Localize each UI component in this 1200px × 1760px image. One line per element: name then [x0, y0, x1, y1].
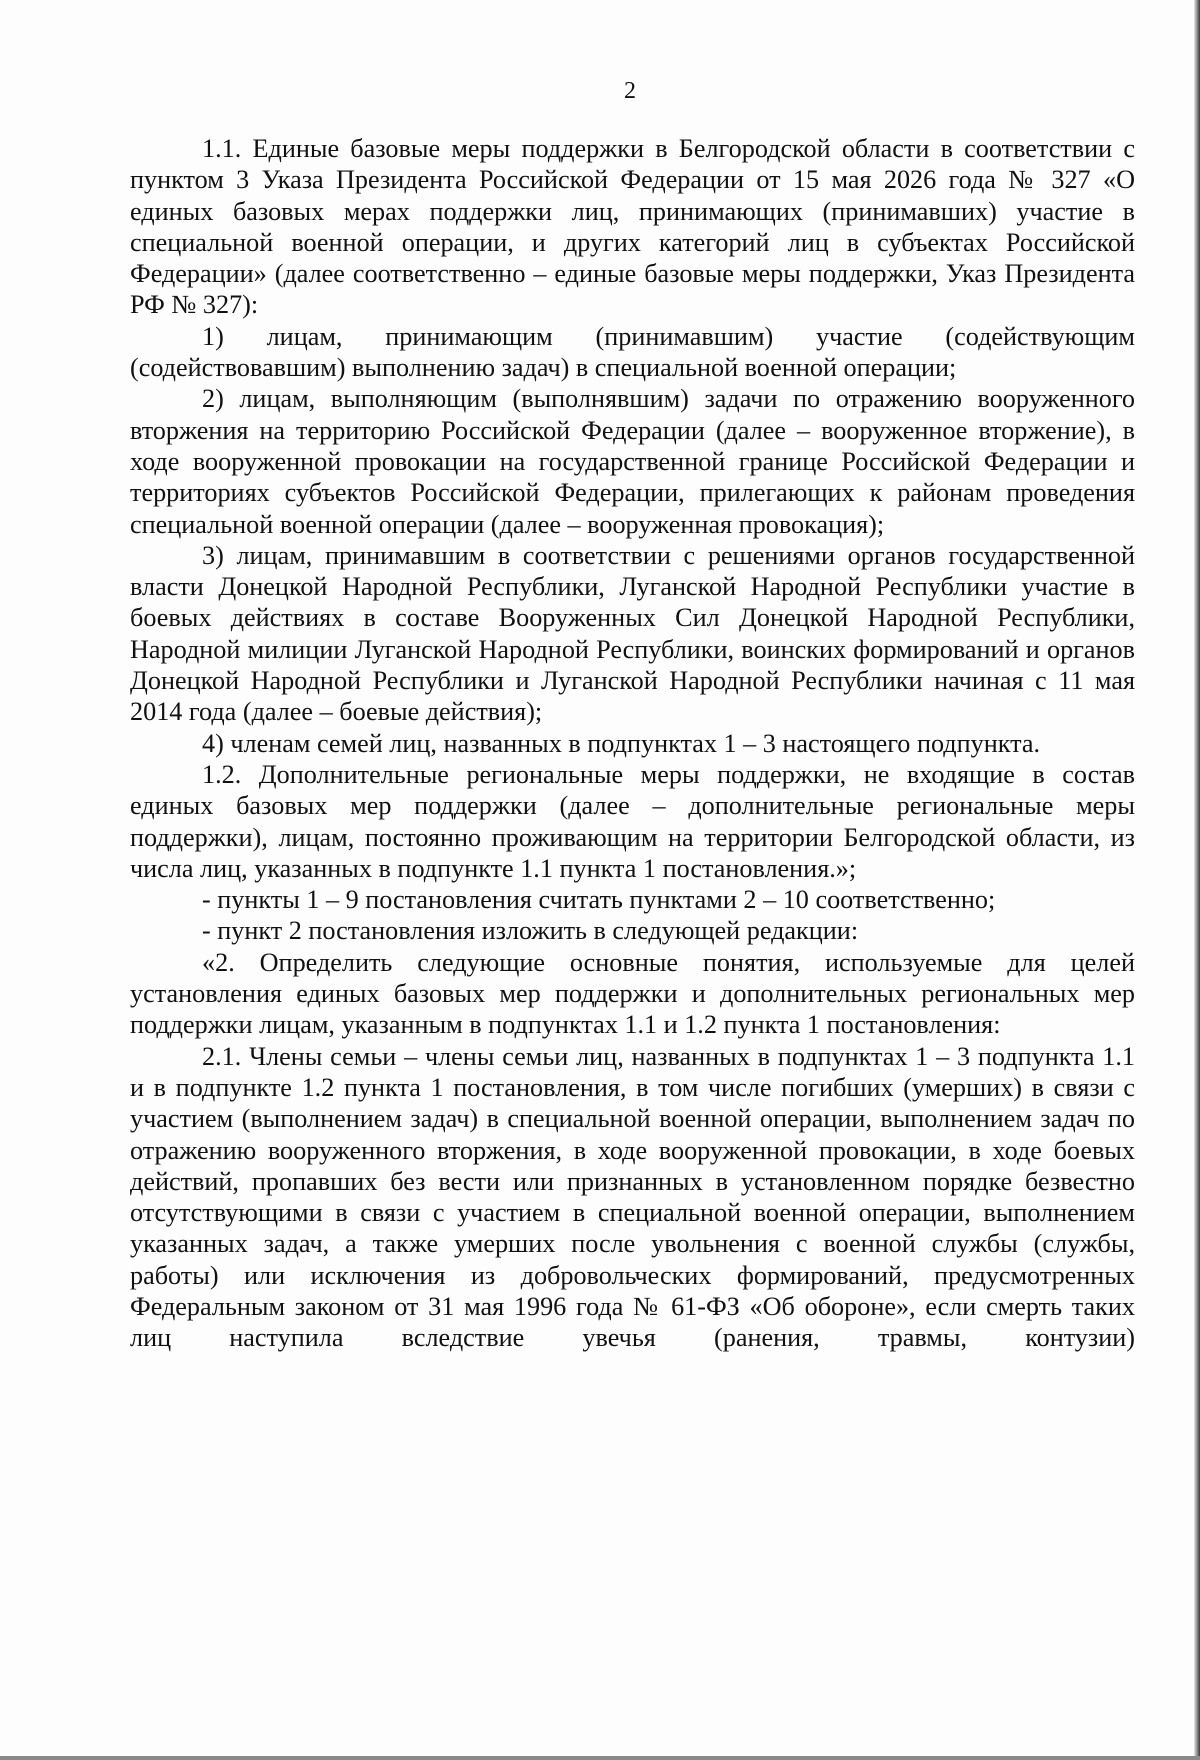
page-number: 2	[624, 78, 636, 104]
document-body	[130, 133, 1135, 1354]
scan-edge-shadow	[1194, 0, 1200, 1760]
paragraph-amend: - пункт 2 постановления изложить в следующей редакции:	[202, 916, 859, 946]
scan-bottom-edge	[0, 1756, 1200, 1760]
paragraph-1-1: 1.1. Единые базовые меры поддержки в Белгородской области в соответствии с пунктом 3 Указа Президента Российской Федерации от 15 мая 2026 года № 327 «О единых базовых мерах поддержки лиц, принимающих (принимавших) участие в специальной военной операции, и других категорий лиц в субъектах Российской Федерации» (далее соответственно – единые базовые меры поддержки, Указ Президента РФ № 327):	[130, 134, 1135, 320]
paragraph-item-2: 2) лицам, выполняющим (выполнявшим) задачи по отражению вооруженного вторжения на территорию Российской Федерации (далее – вооруженное вторжение), в ходе вооруженной провокации на государственной границе Российской Федерации и территориях субъектов Российской Федерации, прилегающих к районам проведения специальной военной операции (далее – вооруженная провокация);	[130, 384, 1135, 539]
paragraph-2-1: 2.1. Члены семьи – члены семьи лиц, названных в подпунктах 1 – 3 подпункта 1.1 и в подпункте 1.2 пункта 1 постановления, в том числе погибших (умерших) в связи с участием (выполнением задач) в специальной военной операции, выполнением задач по отражению вооруженного вторжения, в ходе вооруженной провокации, в ходе боевых действий, пропавших без вести или признанных в установленном порядке безвестно отсутствующими в связи с участием в специальной военной операции, выполнением указанных задач, а также умерших после увольнения с военной службы (службы, работы) или исключения из добровольческих формирований, предусмотренных Федеральным законом от 31 мая 1996 года № 61-ФЗ «Об обороне», если смерть таких лиц наступила вследствие увечья (ранения, травмы, контузии)	[130, 1041, 1135, 1353]
paragraph-item-1: 1) лицам, принимающим (принимавшим) участие (содействующим (содействовавшим) выполнению задач) в специальной военной операции;	[130, 321, 1135, 383]
paragraph-2: «2. Определить следующие основные понятия, используемые для целей установления единых базовых мер поддержки и дополнительных региональных мер поддержки лицам, указанным в подпунктах 1.1 и 1.2 пункта 1 постановления:	[130, 947, 1135, 1040]
paragraph-renumber: - пункты 1 – 9 постановления считать пунктами 2 – 10 соответственно;	[202, 885, 996, 915]
paragraph-item-3: 3) лицам, принимавшим в соответствии с решениями органов государственной власти Донецкой Народной Республики, Луганской Народной Республики участие в боевых действиях в составе Вооруженных Сил Донецкой Народной Республики, Народной милиции Луганской Народной Республики, воинских формирований и органов Донецкой Народной Республики и Луганской Народной Республики начиная с 11 мая 2014 года (далее – боевые действия);	[130, 540, 1135, 727]
paragraph-1-2: 1.2. Дополнительные региональные меры поддержки, не входящие в состав единых базовых мер поддержки (далее – дополнительные региональные меры поддержки), лицам, постоянно проживающим на территории Белгородской области, из числа лиц, указанных в подпункте 1.1 пункта 1 постановления.»;	[130, 759, 1135, 883]
paragraph-item-4: 4) членам семей лиц, названных в подпунктах 1 – 3 настоящего подпункта.	[202, 728, 1041, 758]
